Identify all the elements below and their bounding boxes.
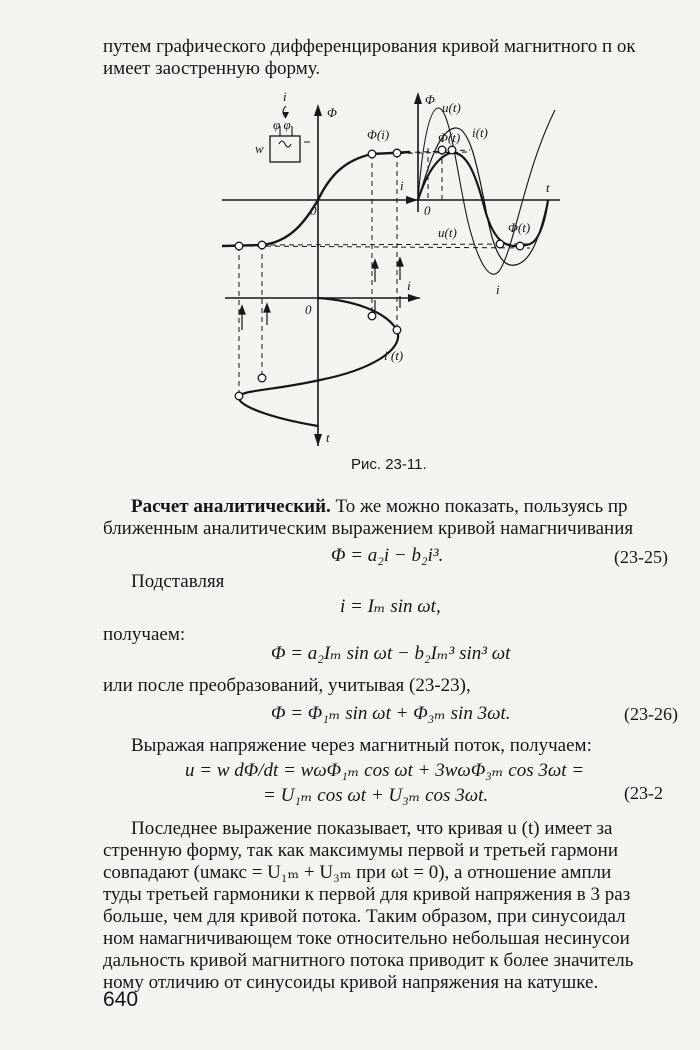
text-after-transform: или после преобразований, учитывая (23-23),: [103, 675, 471, 696]
label-zero-left: 0: [310, 203, 317, 218]
text-substituting: Подставляя: [131, 571, 225, 592]
figure-23-11: [0, 0, 700, 480]
label-phi-i: Φ(i): [367, 127, 390, 142]
final-line-5: больше, чем для кривой потока. Таким образом, при синусоидал: [103, 906, 626, 927]
label-t-right: t: [546, 180, 550, 195]
label-phi-right: Φ: [425, 92, 435, 107]
equation-number-23-27: (23-2: [624, 783, 663, 803]
label-i-t-top: i(t): [472, 125, 488, 140]
section-heading: Расчет аналитический.: [131, 496, 331, 517]
label-phi-left: Φ: [327, 105, 337, 120]
equation-phi-expanded: Φ = a₂Iₘ sin ωt − b₂Iₘ³ sin³ ωt: [271, 643, 511, 664]
equation-i: i = Iₘ sin ωt,: [340, 596, 441, 617]
label-zero-right: 0: [424, 203, 431, 218]
section-para1-line2: ближенным аналитическим выражением кривой намагничивания: [103, 518, 634, 539]
section-heading-line: [131, 496, 628, 518]
label-u-t-mid: u(t): [438, 225, 457, 240]
phi-i-curve: [222, 152, 410, 246]
label-t-bottom: t: [326, 430, 330, 445]
label-zero-lower: 0: [305, 302, 312, 317]
equation-number-23-26: (23-26): [624, 704, 678, 724]
final-line-8: ному отличию от синусоиды кривой напряжения на катушке.: [103, 972, 599, 993]
equation-u-line2: = U₁ₘ cos ωt + U₃ₘ cos 3ωt.: [263, 785, 489, 806]
final-line-7: дальность кривой магнитного потока приводит к более значитель: [103, 950, 634, 971]
final-line-4: туды третьей гармоники к первой для кривой напряжения в 3 раз: [103, 884, 631, 905]
final-line-6: ном намагничивающем токе относительно небольшая несинусои: [103, 928, 630, 949]
page-number: 640: [103, 988, 139, 1011]
section-para1-rest: То же можно показать, пользуясь пр: [335, 496, 628, 517]
figure-caption: Рис. 23-11.: [351, 456, 427, 473]
intro-line-1: путем графического дифференцирования кривой магнитного п ок: [103, 36, 636, 57]
final-line-3: совпадают (uмакс = U₁ₘ + U₃ₘ при ωt = 0), а отношение ампли: [103, 862, 612, 883]
equation-u-line1: u = w dΦ/dt = wωΦ₁ₘ cos ωt + 3wωΦ₃ₘ cos 3ωt =: [185, 760, 585, 781]
equation-23-26: Φ = Φ₁ₘ sin ωt + Φ₃ₘ sin 3ωt.: [271, 703, 511, 724]
label-phi-t-mid: Φ(t): [508, 220, 531, 235]
text-expressing: Выражая напряжение через магнитный поток, получаем:: [131, 735, 592, 756]
equation-number-23-25: (23-25): [614, 547, 668, 567]
equation-23-25: Φ = a₂i − b₂i³.: [331, 545, 444, 566]
label-i-bottom: i: [407, 278, 411, 293]
label-i-top: i: [283, 89, 287, 104]
label-phi-t-top: Φ(t): [438, 130, 461, 145]
intro-line-2: имеет заостренную форму.: [103, 58, 321, 79]
label-i-right-low: i: [496, 282, 500, 297]
label-w: w: [255, 141, 264, 156]
label-phi-phi: φ φ: [273, 117, 291, 132]
coil-box: [270, 136, 300, 162]
final-line-1: Последнее выражение показывает, что кривая u (t) имеет за: [131, 818, 613, 839]
final-line-2: стренную форму, так как максимумы первой и третьей гармони: [103, 840, 618, 861]
label-u-t-top: u(t): [442, 100, 461, 115]
label-i-mid: i: [400, 178, 404, 193]
label-i-t-bottom: i (t): [384, 348, 404, 363]
text-we-get: получаем:: [103, 624, 186, 645]
